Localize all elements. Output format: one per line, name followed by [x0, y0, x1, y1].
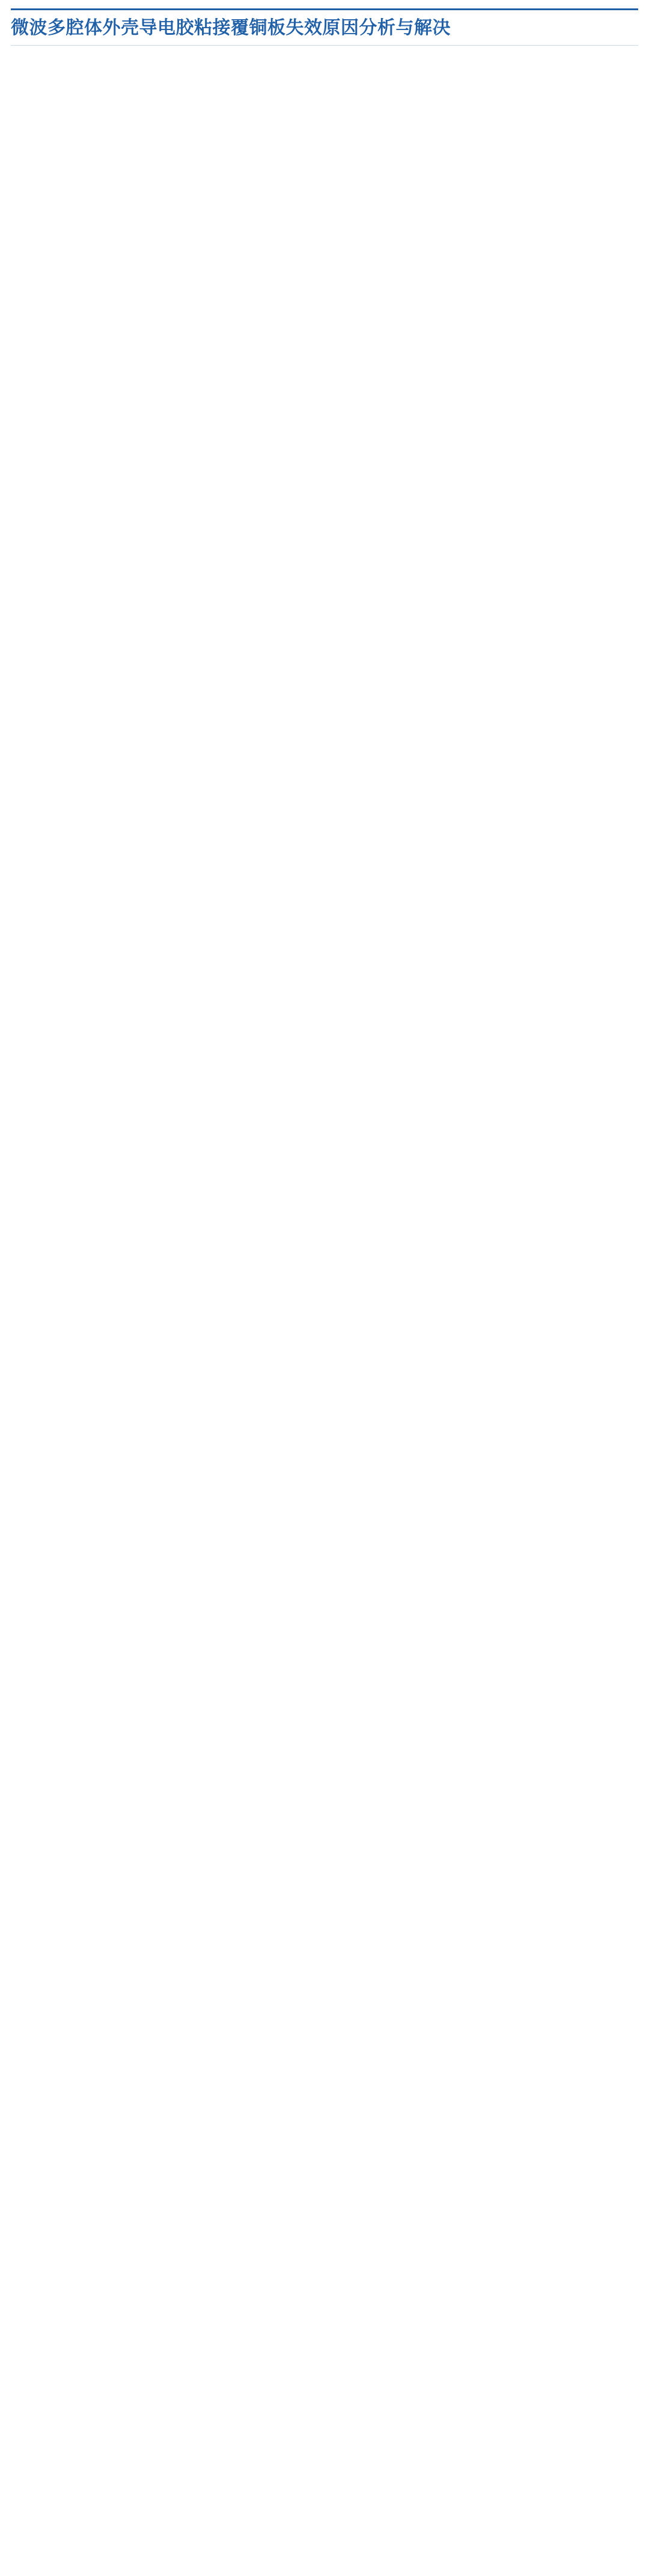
header-rule — [11, 8, 638, 10]
article-title: 微波多腔体外壳导电胶粘接覆铜板失效原因分析与解决 — [11, 17, 451, 38]
article-body — [11, 42, 638, 2576]
